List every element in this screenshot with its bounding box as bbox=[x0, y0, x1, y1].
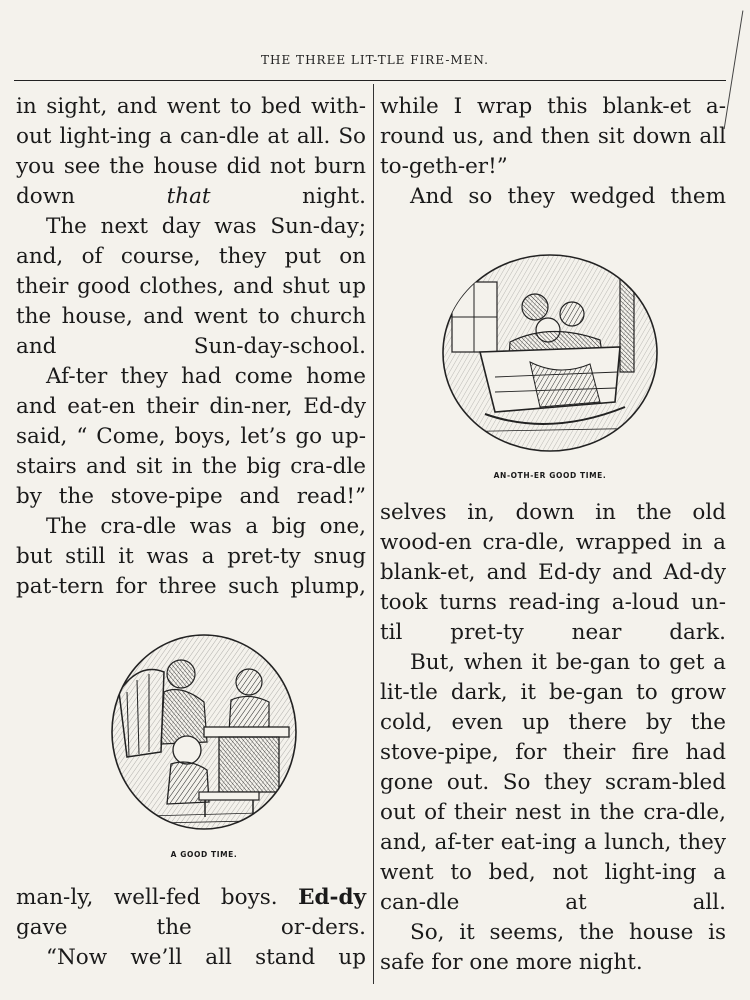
text-run: in sight, and went to bed with-out light-ing a can-dle at all. So you see the house did not burn down bbox=[16, 94, 366, 209]
left-column-lower bbox=[16, 883, 366, 973]
running-head: THE THREE LIT-TLE FIRE-MEN. bbox=[261, 53, 489, 67]
text-run: gave the or-ders. bbox=[16, 915, 366, 940]
emphasis-word: that bbox=[166, 184, 211, 209]
illustration-another-good-time bbox=[440, 252, 660, 454]
bold-name: Ed-dy bbox=[298, 885, 366, 910]
left-paragraph-3: Af-ter they had come home and eat-en their din-ner, Ed-dy said, “ Come, boys, let’s go up-stairs and sit in the big cra-dle by the stove-pipe and read!” bbox=[16, 364, 366, 509]
illustration-a-good-time bbox=[109, 632, 299, 832]
left-column-upper bbox=[16, 92, 366, 602]
right-paragraph-1: while I wrap this blank-et a-round us, and then sit down all to-geth-er!” bbox=[380, 94, 726, 179]
illustration-caption-right: AN-OTH-ER GOOD TIME. bbox=[493, 471, 607, 480]
page-edge-mark bbox=[724, 11, 746, 130]
left-paragraph-1 bbox=[16, 92, 366, 212]
right-paragraph-4: So, it seems, the house is safe for one more night. bbox=[380, 920, 726, 975]
left-paragraph-2: The next day was Sun-day; and, of course, they put on their good clothes, and shut up the house, and went to church and Sun-day-school. bbox=[16, 214, 366, 359]
header-rule bbox=[14, 80, 726, 81]
right-column-lower bbox=[380, 498, 726, 978]
text-run: man-ly, well-fed boys. bbox=[16, 885, 299, 910]
right-column-upper bbox=[380, 92, 726, 212]
left-paragraph-4-continued bbox=[16, 883, 366, 943]
column-divider bbox=[373, 84, 374, 984]
text-run: night. bbox=[210, 184, 366, 209]
left-paragraph-5: “Now we’ll all stand up bbox=[46, 945, 366, 970]
illustration-caption-left: A GOOD TIME. bbox=[170, 850, 238, 859]
right-paragraph-3: But, when it be-gan to get a lit-tle dark, it be-gan to grow cold, even up there by the stove-pipe, for their fire had gone out. So they scram-bled out of their nest in the cra-dle, and, af-ter eat-ing a lunch, they went to bed, not light-ing a can-dle at all. bbox=[380, 650, 726, 915]
left-paragraph-4: The cra-dle was a big one, but still it was a pret-ty snug pat-tern for three such plump, bbox=[16, 514, 366, 599]
right-paragraph-2: And so they wedged them bbox=[410, 184, 726, 209]
right-paragraph-2-continued: selves in, down in the old wood-en cra-dle, wrapped in a blank-et, and Ed-dy and Ad-dy took turns read-ing a-loud un-til pret-ty near dark. bbox=[380, 500, 726, 645]
